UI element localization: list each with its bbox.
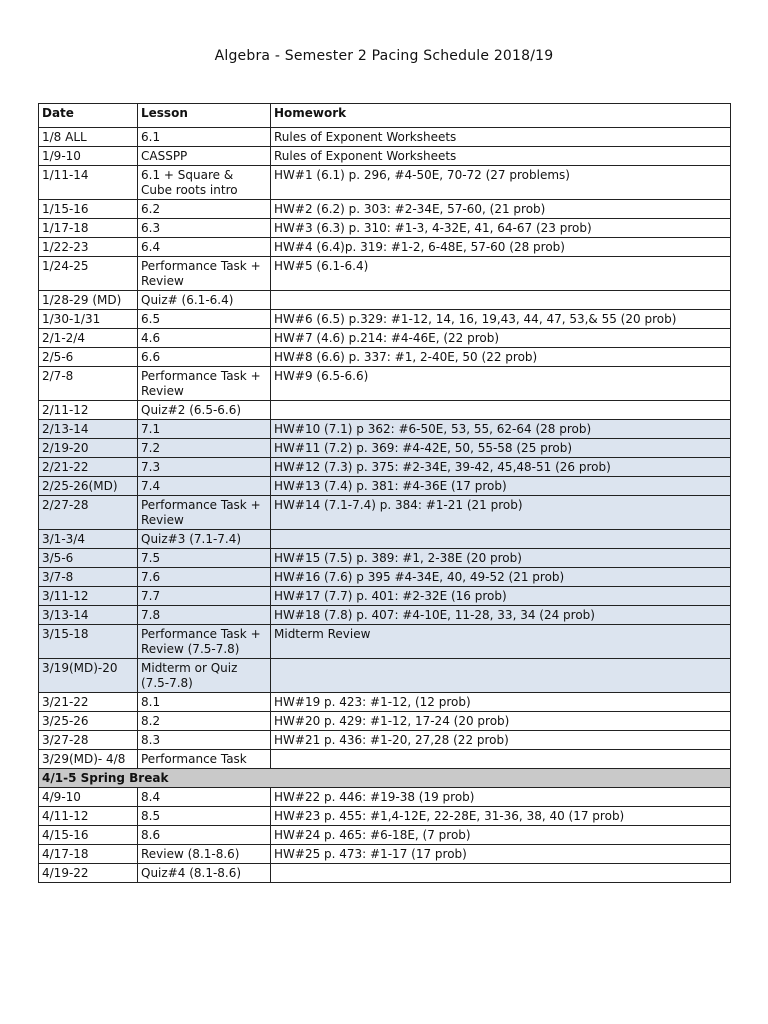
table-row [39,712,731,731]
table-row [39,128,731,147]
header-homework: Homework [271,104,731,128]
table-row [39,329,731,348]
lesson-cell: 7.4 [138,477,271,496]
lesson-cell: 7.8 [138,606,271,625]
date-cell: 4/15-16 [39,826,138,845]
table-row [39,496,731,530]
date-cell: 4/17-18 [39,845,138,864]
lesson-cell: 6.2 [138,200,271,219]
lesson-cell: 8.5 [138,807,271,826]
homework-cell: HW#6 (6.5) p.329: #1-12, 14, 16, 19,43, 44, 47, 53,& 55 (20 prob) [271,310,731,329]
date-cell: 3/25-26 [39,712,138,731]
table-row [39,731,731,750]
table-row [39,606,731,625]
date-cell: 3/5-6 [39,549,138,568]
table-row [39,291,731,310]
table-row [39,348,731,367]
homework-cell: HW#8 (6.6) p. 337: #1, 2-40E, 50 (22 prob) [271,348,731,367]
lesson-cell: 7.3 [138,458,271,477]
table-row [39,788,731,807]
date-cell: 3/7-8 [39,568,138,587]
table-row [39,147,731,166]
date-cell: 3/27-28 [39,731,138,750]
table-row [39,530,731,549]
date-cell: 1/11-14 [39,166,138,200]
homework-cell [271,750,731,769]
homework-cell: HW#20 p. 429: #1-12, 17-24 (20 prob) [271,712,731,731]
lesson-cell: 6.5 [138,310,271,329]
date-cell: 3/29(MD)- 4/8 [39,750,138,769]
homework-cell: HW#21 p. 436: #1-20, 27,28 (22 prob) [271,731,731,750]
table-row [39,693,731,712]
date-cell: 1/28-29 (MD) [39,291,138,310]
lesson-cell: 6.1 [138,128,271,147]
table-row [39,401,731,420]
date-cell: 1/30-1/31 [39,310,138,329]
lesson-cell: Performance Task + Review (7.5-7.8) [138,625,271,659]
homework-cell: HW#11 (7.2) p. 369: #4-42E, 50, 55-58 (25 prob) [271,439,731,458]
lesson-cell: Quiz# (6.1-6.4) [138,291,271,310]
date-cell: 1/24-25 [39,257,138,291]
date-cell: 2/27-28 [39,496,138,530]
table-row [39,864,731,883]
homework-cell [271,530,731,549]
homework-cell: HW#1 (6.1) p. 296, #4-50E, 70-72 (27 problems) [271,166,731,200]
homework-cell [271,864,731,883]
lesson-cell: 7.1 [138,420,271,439]
homework-cell [271,291,731,310]
header-lesson: Lesson [138,104,271,128]
date-cell: 1/22-23 [39,238,138,257]
homework-cell: HW#14 (7.1-7.4) p. 384: #1-21 (21 prob) [271,496,731,530]
homework-cell [271,401,731,420]
table-row [39,238,731,257]
table-row [39,568,731,587]
table-row [39,458,731,477]
lesson-cell: 6.6 [138,348,271,367]
table-row [39,166,731,200]
table-row [39,549,731,568]
date-cell: 3/19(MD)-20 [39,659,138,693]
lesson-cell: Performance Task + Review [138,496,271,530]
homework-cell: HW#10 (7.1) p 362: #6-50E, 53, 55, 62-64 (28 prob) [271,420,731,439]
lesson-cell: Midterm or Quiz (7.5-7.8) [138,659,271,693]
header-date: Date [39,104,138,128]
date-cell: 1/9-10 [39,147,138,166]
date-cell: 2/13-14 [39,420,138,439]
date-cell: 2/19-20 [39,439,138,458]
date-cell: 4/11-12 [39,807,138,826]
table-header-row [39,104,731,128]
homework-cell: Rules of Exponent Worksheets [271,147,731,166]
homework-cell: HW#24 p. 465: #6-18E, (7 prob) [271,826,731,845]
homework-cell: Midterm Review [271,625,731,659]
table-row [39,219,731,238]
lesson-cell: Performance Task + Review [138,367,271,401]
table-row [39,807,731,826]
homework-cell: HW#23 p. 455: #1,4-12E, 22-28E, 31-36, 38, 40 (17 prob) [271,807,731,826]
table-row [39,477,731,496]
date-cell: 4/9-10 [39,788,138,807]
lesson-cell: 8.2 [138,712,271,731]
homework-cell: HW#7 (4.6) p.214: #4-46E, (22 prob) [271,329,731,348]
table-row [39,826,731,845]
lesson-cell: 6.1 + Square & Cube roots intro [138,166,271,200]
table-row [39,439,731,458]
table-row [39,420,731,439]
homework-cell: HW#15 (7.5) p. 389: #1, 2-38E (20 prob) [271,549,731,568]
lesson-cell: Review (8.1-8.6) [138,845,271,864]
homework-cell: Rules of Exponent Worksheets [271,128,731,147]
lesson-cell: 8.6 [138,826,271,845]
pacing-schedule-table [38,103,731,883]
date-cell: 3/11-12 [39,587,138,606]
date-cell: 1/8 ALL [39,128,138,147]
lesson-cell: Quiz#2 (6.5-6.6) [138,401,271,420]
lesson-cell: 7.7 [138,587,271,606]
lesson-cell: Performance Task + Review [138,257,271,291]
homework-cell [271,659,731,693]
date-cell: 2/21-22 [39,458,138,477]
lesson-cell: Quiz#3 (7.1-7.4) [138,530,271,549]
date-cell: 2/7-8 [39,367,138,401]
lesson-cell: 8.1 [138,693,271,712]
lesson-cell: 7.6 [138,568,271,587]
lesson-cell: CASSPP [138,147,271,166]
lesson-cell: Quiz#4 (8.1-8.6) [138,864,271,883]
date-cell: 3/13-14 [39,606,138,625]
table-row [39,310,731,329]
table-row [39,845,731,864]
homework-cell: HW#4 (6.4)p. 319: #1-2, 6-48E, 57-60 (28 prob) [271,238,731,257]
date-cell: 3/15-18 [39,625,138,659]
date-cell: 2/11-12 [39,401,138,420]
date-cell: 2/1-2/4 [39,329,138,348]
homework-cell: HW#16 (7.6) p 395 #4-34E, 40, 49-52 (21 prob) [271,568,731,587]
table-row [39,587,731,606]
lesson-cell: 6.4 [138,238,271,257]
table-row [39,659,731,693]
lesson-cell: 4.6 [138,329,271,348]
break-cell: 4/1-5 Spring Break [39,769,731,788]
homework-cell: HW#9 (6.5-6.6) [271,367,731,401]
homework-cell: HW#19 p. 423: #1-12, (12 prob) [271,693,731,712]
date-cell: 3/1-3/4 [39,530,138,549]
date-cell: 2/25-26(MD) [39,477,138,496]
date-cell: 1/15-16 [39,200,138,219]
lesson-cell: Performance Task [138,750,271,769]
date-cell: 1/17-18 [39,219,138,238]
lesson-cell: 6.3 [138,219,271,238]
table-row [39,750,731,769]
lesson-cell: 8.3 [138,731,271,750]
homework-cell: HW#5 (6.1-6.4) [271,257,731,291]
table-row-spring-break [39,769,731,788]
lesson-cell: 7.5 [138,549,271,568]
date-cell: 2/5-6 [39,348,138,367]
table-row [39,257,731,291]
homework-cell: HW#25 p. 473: #1-17 (17 prob) [271,845,731,864]
page-title: Algebra - Semester 2 Pacing Schedule 2018/19 [214,48,554,64]
homework-cell: HW#13 (7.4) p. 381: #4-36E (17 prob) [271,477,731,496]
lesson-cell: 7.2 [138,439,271,458]
table-row [39,200,731,219]
date-cell: 4/19-22 [39,864,138,883]
table-row [39,625,731,659]
lesson-cell: 8.4 [138,788,271,807]
homework-cell: HW#17 (7.7) p. 401: #2-32E (16 prob) [271,587,731,606]
homework-cell: HW#3 (6.3) p. 310: #1-3, 4-32E, 41, 64-67 (23 prob) [271,219,731,238]
homework-cell: HW#18 (7.8) p. 407: #4-10E, 11-28, 33, 34 (24 prob) [271,606,731,625]
table-row [39,367,731,401]
homework-cell: HW#2 (6.2) p. 303: #2-34E, 57-60, (21 prob) [271,200,731,219]
homework-cell: HW#22 p. 446: #19-38 (19 prob) [271,788,731,807]
date-cell: 3/21-22 [39,693,138,712]
homework-cell: HW#12 (7.3) p. 375: #2-34E, 39-42, 45,48-51 (26 prob) [271,458,731,477]
